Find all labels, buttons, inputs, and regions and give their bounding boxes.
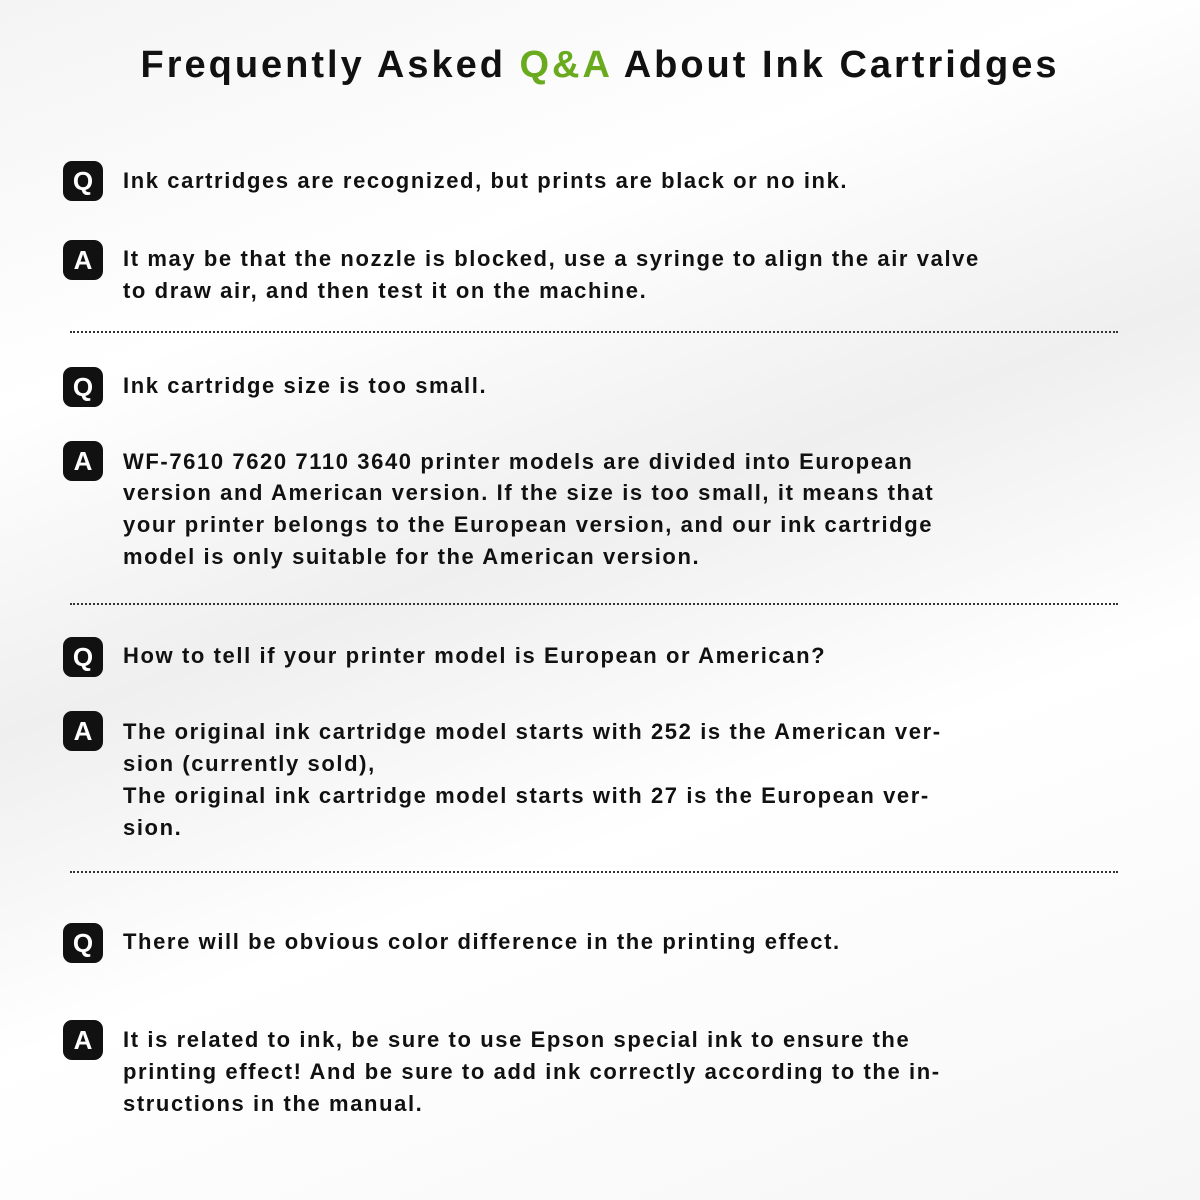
answer-line: WF-7610 7620 7110 3640 printer models are divided into European: [123, 449, 914, 474]
title-text: Frequently Asked: [140, 44, 520, 86]
answer-line: The original ink cartridge model starts with 27 is the European ver-: [123, 783, 930, 808]
answer-line: to draw air, and then test it on the machine.: [123, 278, 648, 303]
answer-icon: A: [63, 1020, 103, 1060]
question-text: How to tell if your printer model is European or American?: [123, 643, 827, 668]
question-text: Ink cartridge size is too small.: [123, 373, 488, 398]
question-icon: Q: [63, 367, 103, 407]
question-icon: Q: [63, 161, 103, 201]
answer-icon: A: [63, 711, 103, 751]
page-title: [0, 44, 1200, 87]
answer-line: It is related to ink, be sure to use Epson special ink to ensure the: [123, 1027, 911, 1052]
divider: [70, 331, 1118, 333]
answer-line: The original ink cartridge model starts with 252 is the American ver-: [123, 719, 942, 744]
divider: [70, 871, 1118, 873]
title-text: About Ink Cartridges: [611, 44, 1060, 86]
question-icon: Q: [63, 637, 103, 677]
answer-line: It may be that the nozzle is blocked, use a syringe to align the air valve: [123, 246, 980, 271]
answer-line: sion (currently sold),: [123, 751, 376, 776]
divider: [70, 603, 1118, 605]
answer-line: your printer belongs to the European version, and our ink cartridge: [123, 512, 934, 537]
question-text: Ink cartridges are recognized, but prints are black or no ink.: [123, 168, 849, 193]
answer-line: version and American version. If the size is too small, it means that: [123, 480, 935, 505]
question-icon: Q: [63, 923, 103, 963]
answer-icon: A: [63, 240, 103, 280]
answer-line: sion.: [123, 815, 183, 840]
title-highlight: Q&A: [519, 44, 612, 86]
answer-line: printing effect! And be sure to add ink correctly according to the in-: [123, 1059, 941, 1084]
question-text: There will be obvious color difference in the printing effect.: [123, 929, 841, 954]
answer-icon: A: [63, 441, 103, 481]
answer-line: structions in the manual.: [123, 1091, 424, 1116]
answer-line: model is only suitable for the American version.: [123, 544, 701, 569]
